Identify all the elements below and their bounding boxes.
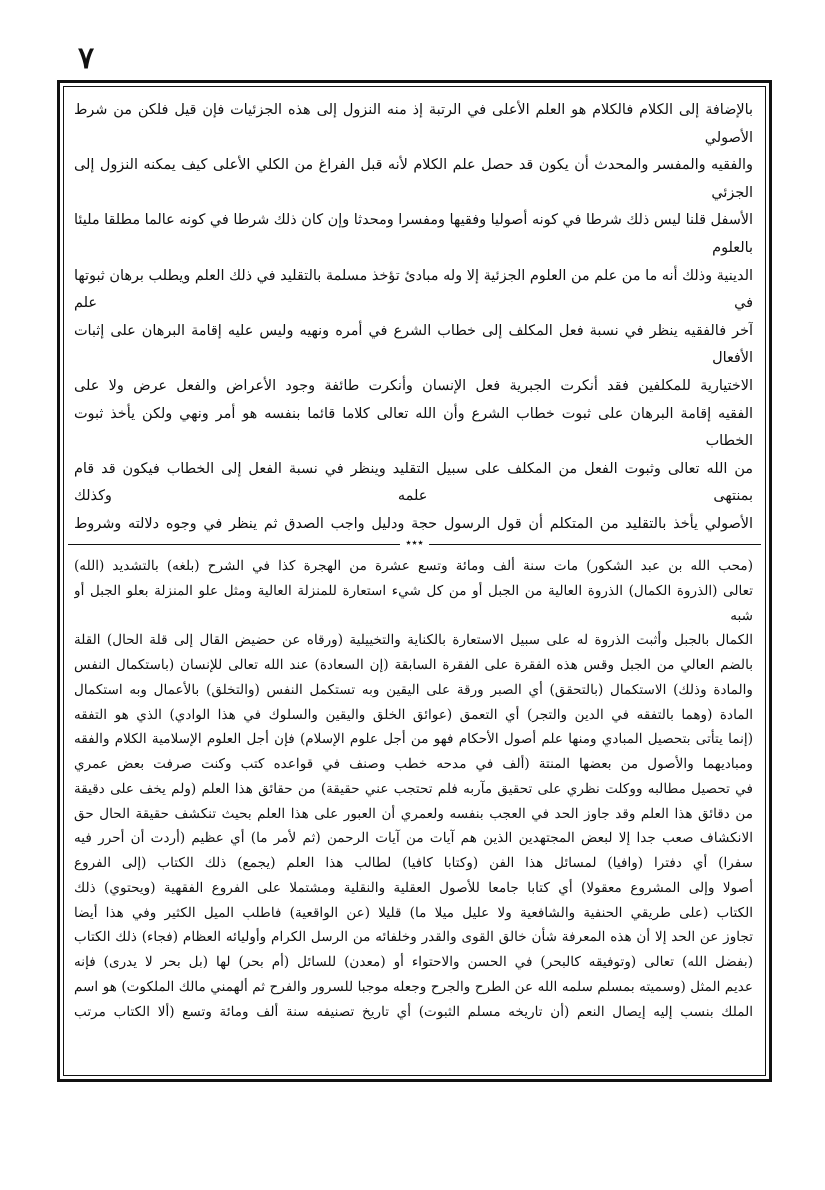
main-text-line: الفقيه إقامة البرهان على ثبوت خطاب الشرع وأن الله تعالى كلاما قائما بنفسه هو أمر ونهي ولكن يأخذ ثبوت الخطاب	[74, 405, 753, 450]
main-text-line: بالإضافة إلى الكلام فالكلام هو العلم الأعلى في الرتبة إذ منه النزول إلى هذه الجزئيات فإن قيل فلكن من شرط الأصولي	[74, 102, 753, 146]
commentary-line: بالضم العالي من الجبل وقس هذه الفقرة على الفقرة السابقة (إن السعادة) عند الله تعالى للإنسان (باستكمال النفس	[74, 657, 753, 673]
main-text-line: والفقيه والمفسر والمحدث أن يكون قد حصل علم الكلام لأنه قبل الفراغ من الكلي الأعلى كيف يمكنه النزول إلى الجزئي	[74, 157, 753, 201]
commentary-line: من دقائق هذا العلم وقد جاوز الحد في العجب بنفسه ولعمري أن العبور على هذا العلم بحيث تنكشف حقيقة الحال حق	[74, 805, 753, 822]
commentary-line: الانكشاف صعب جدا إلا لبعض المجتهدين الذين هم آيات من آيات الرحمن (ثم لأمر ما) أي عظيم (أردت أن أحرر فيه	[74, 830, 753, 847]
commentary-line: عديم المثل (وسميته بمسلم سلمه الله عن الطرح والجرح وجعله موجبا للسرور والفرح ثم ألهمني مالك الملكوت) هو اسم	[74, 978, 753, 995]
main-text-line: الاختيارية للمكلفين فقد أنكرت الجبرية فعل الإنسان وأنكرت طائفة وجود الأعراض والفعل عرض ولا على	[74, 377, 753, 394]
divider-ornament: ٭٭٭	[400, 536, 430, 549]
commentary-line: (إنما يتأتى بتحصيل المبادي ومنها علم أصول الأحكام فهو من أجل علوم الإسلام) فإن أجل العلوم الإسلامية الكلام والفقه	[74, 731, 753, 748]
main-text-line: من الله تعالى وثبوت الفعل من المكلف على سبيل التقليد وينظر في نسبة الفعل إلى الخطاب فيكون قد قام بمنتهى علمه وكذلك	[74, 460, 753, 505]
commentary-line: الكمال بالجبل وأثبت الذروة له على سبيل الاستعارة بالكناية والتخييلية (ورقاه عن حضيض القال إلى قلة الحال) القلة	[74, 632, 753, 649]
commentary-line: الملك بنسب إليه إيصال النعم (أن تاريخه مسلم الثبوت) أي تاريخ تصنيفه سنة ألف ومائة وتسع (ألا الكتاب مرتب	[74, 1003, 753, 1020]
commentary-line: أصولا وإلى المشروع معقولا) أي كتابا جامعا للأصول العقلية والنقلية ومشتملا على الفروع الفقهية (ويحتوي) ذلك	[74, 879, 753, 896]
commentary-line: سفرا) أي دفترا (وافيا) لمسائل هذا الفن (وكتابا كافيا) لطالب هذا العلم (يجمع) ذلك الكتاب (إلى الفروع	[74, 855, 753, 871]
main-text-line: الأسفل قلنا ليس ذلك شرطا في كونه أصوليا وفقيها ومفسرا ومحدثا وإن كان ذلك شرطا في كونه عالما مطلقا مليئا بالعلوم	[74, 212, 753, 256]
main-text-line: الدينية وذلك أنه ما من علم من العلوم الجزئية إلا وله مبادئ تؤخذ مسلمة بالتقليد في ذلك العلم ويطلب برهان ثبوتها في علم	[74, 267, 753, 312]
main-text-line: آخر فالفقيه ينظر في نسبة فعل المكلف إلى خطاب الشرع في أمره ونهيه وليس عليه إقامة البرهان على إثبات الأفعال	[74, 322, 753, 367]
commentary-line: تعالى (الذروة الكمال) الذروة العالية من الجبل أو من كل شيء استعارة للمنزلة العالية ومثل علو المنزلة بعلو الجبل أو شبه	[74, 582, 753, 624]
commentary-line: والمادة وذلك) الاستكمال (بالتحقق) أي الصبر ورقة على اليقين وبه تستكمل النفس (والتخلق) بالأعمال وبه استكمال	[74, 681, 753, 698]
page-frame-inner	[63, 86, 766, 1076]
page-frame	[57, 80, 772, 1082]
page-number: ٧	[78, 41, 95, 76]
commentary-line: المادة (وهما بالتفقه في الدين والتجر) أي التعمق (عوائق الخلق واليقين والسلوك في هذا الوادي) الذي هو التفقه	[74, 706, 753, 723]
commentary-line: ومباديهما والأصول من بعضها المنتة (ألف في مدحه خطب وصنف في قواعده كتب وكنت صرفت بعض عمري	[74, 756, 753, 772]
commentary-text	[74, 554, 753, 1074]
commentary-line: (محب الله بن عبد الشكور) مات سنة ألف ومائة وتسع عشرة من الهجرة كذا في الشرح (بلغه) بالتشديد (الله)	[74, 558, 753, 574]
section-divider	[68, 536, 761, 549]
main-text-line: الأصولي يأخذ بالتقليد من المتكلم أن قول الرسول حجة ودليل واجب الصدق ثم ينظر في وجوه دلالته وشروط	[74, 515, 753, 532]
commentary-line: تجاوز عن الحد إلا أن هذه المعرفة شأن خالق القوى والقدر وخلفائه من الرسل الكرام وأوليائه العظام (فجاء) ذلك الكتاب	[74, 929, 753, 946]
commentary-line: في تحصيل مطالبه ووكلت نظري على تحقيق مآربه فلم تحتجب عني حقيقة) من حقائق هذا العلم (ولم يخف على دقيقة	[74, 780, 753, 797]
commentary-line: (بفضل الله) تعالى (وتوفيقه كالبحر) في الحسن والاحتواء أو (معدن) للسائل (أم بحر) لها (بل بحر لا يدرى) فإنه	[74, 954, 753, 970]
main-text	[74, 97, 753, 539]
commentary-line: الكتاب (على طريقي الحنفية والشافعية ولا عليل ميلا ما) قليلا (عن الواقعية) فاطلب الميل الكثير وفي هذا أيضا	[74, 904, 753, 921]
